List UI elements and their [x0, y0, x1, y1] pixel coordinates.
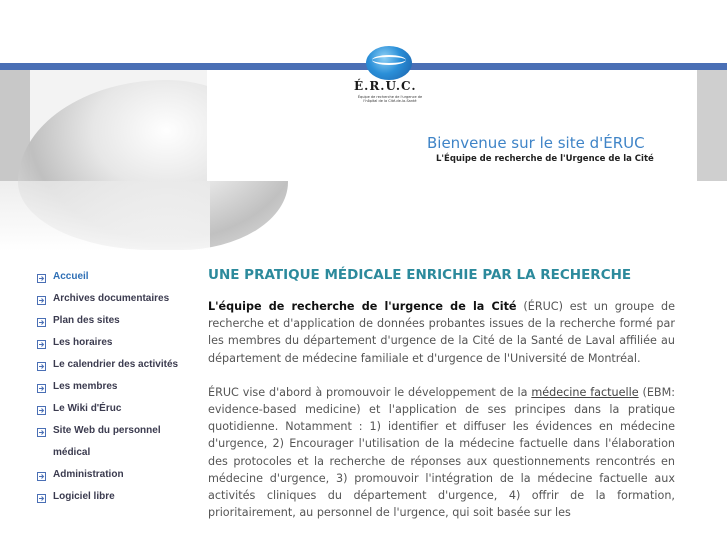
- sidebar-item-plan-des-sites[interactable]: [37, 310, 179, 332]
- sidebar-item-logiciel-libre[interactable]: [37, 486, 179, 508]
- sidebar-item-administration[interactable]: [37, 464, 179, 486]
- sidebar-item-label: Plan des sites: [53, 315, 120, 326]
- site-title: Bienvenue sur le site d'ÉRUC: [427, 134, 645, 152]
- arrow-box-icon: [37, 296, 49, 305]
- arrow-box-icon: [37, 340, 49, 349]
- arrow-box-icon: [37, 384, 49, 393]
- globe-icon: [366, 46, 412, 80]
- sidebar-item-site-web-personnel[interactable]: [37, 420, 179, 464]
- sidebar-item-label: Le Wiki d'Éruc: [53, 403, 122, 414]
- sidebar-item-calendrier[interactable]: [37, 354, 179, 376]
- intro-text: (ÉRUC) est un groupe de recherche et d'application de données probantes issues de la recherche formé par les membres du département d'urgence de la Cité de la Santé de Laval affiliée au département de médecine familiale et d'urgence de l'Université de Montréal.: [208, 300, 675, 365]
- arrow-box-icon: [37, 406, 49, 415]
- sidebar-item-label: Accueil: [53, 271, 89, 282]
- page-title: UNE PRATIQUE MÉDICALE ENRICHIE PAR LA RECHERCHE: [208, 267, 632, 283]
- sidebar-item-wiki[interactable]: [37, 398, 179, 420]
- sidebar-item-label: Site Web du personnel médical: [53, 425, 161, 458]
- sidebar-item-label: Les membres: [53, 381, 118, 392]
- stone-fade: [0, 181, 210, 250]
- intro-strong: L'équipe de recherche de l'urgence de la Cité: [208, 300, 517, 313]
- medecine-factuelle-link[interactable]: médecine factuelle: [531, 385, 639, 399]
- sidebar-item-label: Archives documentaires: [53, 293, 170, 304]
- arrow-box-icon: [37, 428, 49, 437]
- sidebar-nav: [37, 266, 179, 508]
- site-subtitle: L'Équipe de recherche de l'Urgence de la Cité: [436, 154, 654, 164]
- arrow-box-icon: [37, 274, 49, 283]
- sidebar-item-archives[interactable]: [37, 288, 179, 310]
- sidebar-item-horaires[interactable]: [37, 332, 179, 354]
- intro-paragraph: [208, 298, 675, 367]
- sidebar-item-label: Administration: [53, 469, 124, 480]
- sidebar-item-accueil[interactable]: [37, 266, 179, 288]
- arrow-box-icon: [37, 318, 49, 327]
- banner-right-edge: [697, 70, 727, 181]
- arrow-box-icon: [37, 494, 49, 503]
- logo-letters: É.R.U.C.: [354, 79, 417, 93]
- mission-text-before: ÉRUC vise d'abord à promouvoir le développement de la: [208, 385, 532, 399]
- sidebar-item-membres[interactable]: [37, 376, 179, 398]
- main-content: [208, 266, 675, 538]
- logo-caption: Équipe de recherche de l'urgence de l'hôpital de la Cité-de-la-Santé: [357, 95, 423, 103]
- arrow-box-icon: [37, 362, 49, 371]
- sidebar-item-label: Logiciel libre: [53, 491, 115, 502]
- banner-panel: [207, 70, 697, 181]
- mission-text-after: (EBM: evidence-based medicine) et l'application de ses principes dans la pratique quotidienne. Notamment : 1) identifier et diffuser les évidences en médecine d'urgence, 2) Encourager l'utilisation de la médecine factuelle dans l'élaboration des protocoles et la recherche de réponses aux questionnements rencontrés en médecine d'urgence, 3) promouvoir l'intégration de la médecine factuelle aux activités cliniques du département d'urgence, 4) offrir de la formation, prioritairement, au personnel de l'urgence, qui soit basée sur les: [208, 385, 675, 520]
- eruc-logo[interactable]: [352, 46, 428, 106]
- arrow-box-icon: [37, 472, 49, 481]
- sidebar-item-label: Les horaires: [53, 337, 113, 348]
- mission-paragraph: [208, 384, 675, 522]
- sidebar-item-label: Le calendrier des activités: [53, 359, 179, 370]
